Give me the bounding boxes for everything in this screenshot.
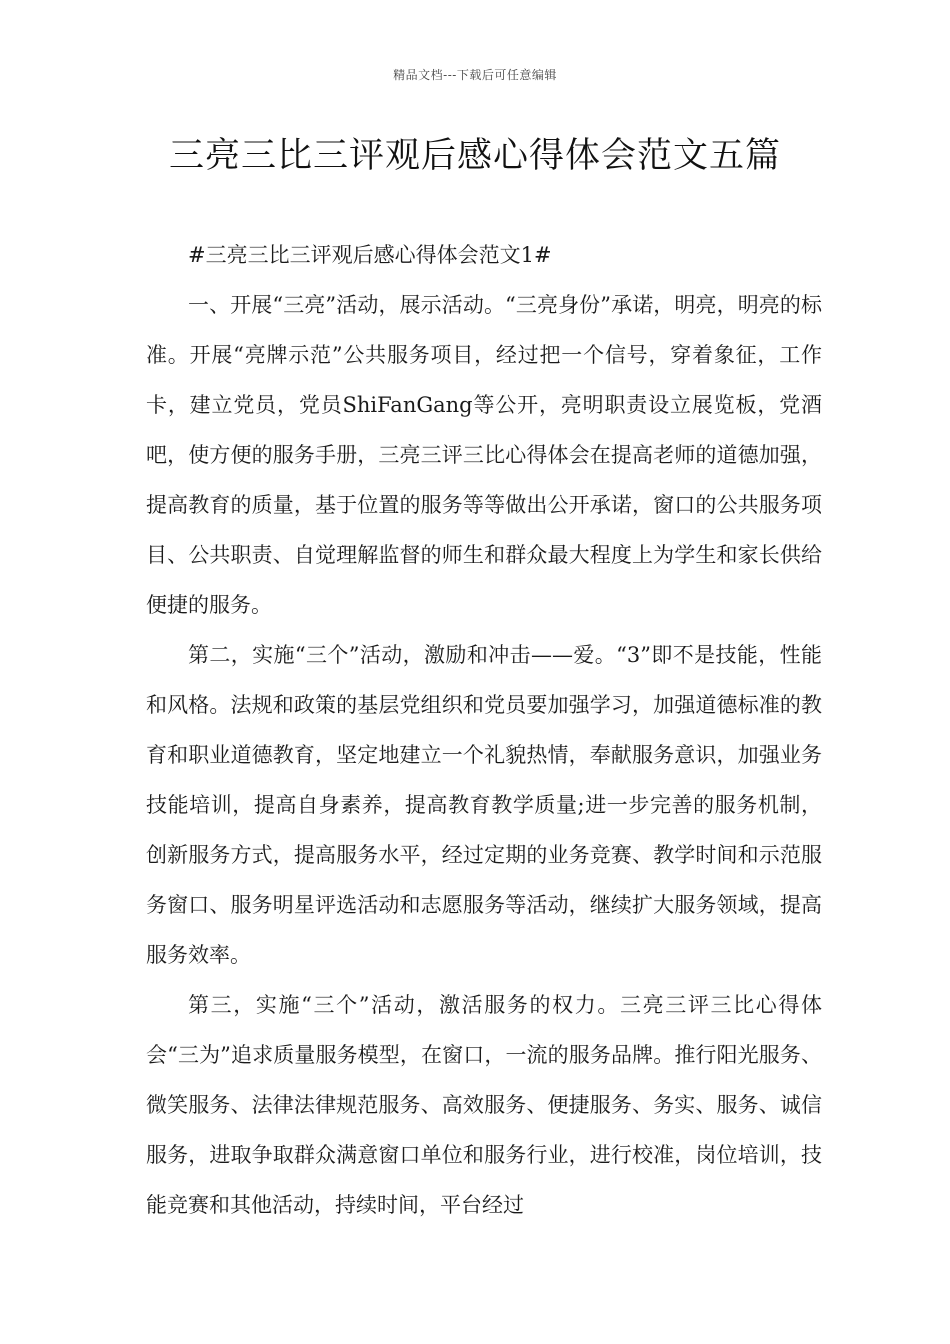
paragraph-1: 一、开展“三亮”活动，展示活动。“三亮身份”承诺，明亮，明亮的标准。开展“亮牌示范”公共服务项目，经过把一个信号，穿着象征，工作卡，建立党员，党员ShiFanGang等公开，亮明职责设立展览板，党酒吧，使方便的服务手册，三亮三评三比心得体会在提高老师的道德加强，提高教育的质量，基于位置的服务等等做出公开承诺，窗口的公共服务项目、公共职责、自觉理解监督的师生和群众最大程度上为学生和家长供给便捷的服务。 bbox=[146, 293, 822, 617]
section-heading: #三亮三比三评观后感心得体会范文1# bbox=[188, 243, 552, 267]
header-note: 精品文档---下载后可任意编辑 bbox=[393, 68, 557, 82]
document-title: 三亮三比三评观后感心得体会范文五篇 bbox=[168, 136, 781, 176]
document-body bbox=[146, 230, 822, 1230]
paragraph-2: 第二，实施“三个”活动，激励和冲击——爱。“3”即不是技能，性能和风格。法规和政策的基层党组织和党员要加强学习，加强道德标准的教育和职业道德教育，坚定地建立一个礼貌热情，奉献服务意识，加强业务技能培训，提高自身素养，提高教育教学质量;进一步完善的服务机制，创新服务方式，提高服务水平，经过定期的业务竞赛、教学时间和示范服务窗口、服务明星评选活动和志愿服务等活动，继续扩大服务领域，提高服务效率。 bbox=[146, 643, 822, 967]
paragraph-3: 第三，实施“三个”活动，激活服务的权力。三亮三评三比心得体会“三为”追求质量服务模型，在窗口，一流的服务品牌。推行阳光服务、微笑服务、法律法律规范服务、高效服务、便捷服务、务实、服务、诚信服务，进取争取群众满意窗口单位和服务行业，进行校准，岗位培训，技能竞赛和其他活动，持续时间，平台经过 bbox=[146, 993, 822, 1217]
